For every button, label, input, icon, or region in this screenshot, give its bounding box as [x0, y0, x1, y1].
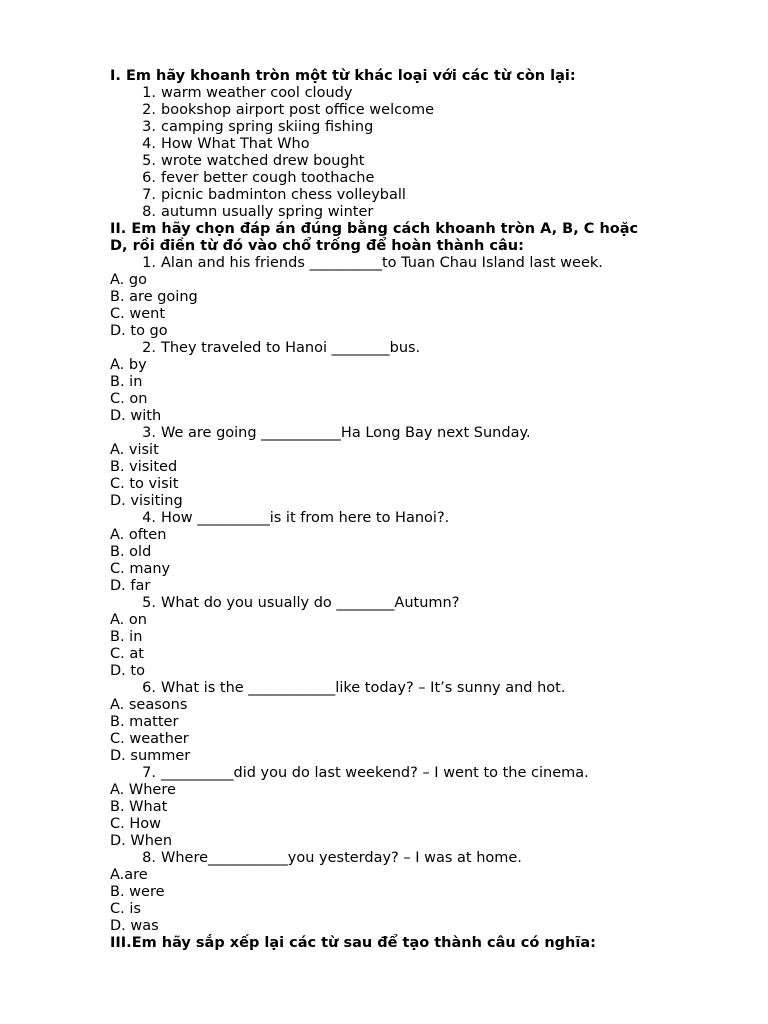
item-number: 5.: [142, 595, 156, 611]
question-item: [110, 425, 710, 442]
answer-option[interactable]: D. to go: [110, 323, 168, 339]
section2-list: [110, 255, 710, 935]
answer-option[interactable]: D. with: [110, 408, 162, 424]
item-text: bookshop airport post office welcome: [161, 102, 434, 118]
answer-option[interactable]: C. at: [110, 646, 144, 662]
answer-option[interactable]: B. What: [110, 799, 168, 815]
item-text: How __________is it from here to Hanoi?.: [161, 510, 450, 526]
item-text: wrote watched drew bought: [161, 153, 365, 169]
answer-option[interactable]: A. often: [110, 527, 167, 543]
answer-option[interactable]: D. far: [110, 578, 151, 594]
odd-one-out-item: [110, 187, 710, 204]
answer-option[interactable]: D. summer: [110, 748, 191, 764]
question-item: [110, 850, 710, 867]
answer-option[interactable]: A. visit: [110, 442, 159, 458]
item-number: 2.: [142, 102, 156, 118]
item-number: 7.: [142, 765, 156, 781]
answer-option[interactable]: B. are going: [110, 289, 198, 305]
answer-option[interactable]: A. go: [110, 272, 147, 288]
odd-one-out-item: [110, 102, 710, 119]
item-text: __________did you do last weekend? – I went to the cinema.: [161, 765, 589, 781]
answer-option[interactable]: C. How: [110, 816, 161, 832]
item-number: 8.: [142, 850, 156, 866]
answer-option[interactable]: B. in: [110, 629, 143, 645]
answer-option[interactable]: A. seasons: [110, 697, 188, 713]
item-text: autumn usually spring winter: [161, 204, 374, 220]
odd-one-out-item: [110, 153, 710, 170]
odd-one-out-item: [110, 85, 710, 102]
question-item: [110, 595, 710, 612]
item-number: 7.: [142, 187, 156, 203]
item-text: What do you usually do ________Autumn?: [161, 595, 460, 611]
answer-option[interactable]: B. matter: [110, 714, 179, 730]
answer-option[interactable]: C. many: [110, 561, 171, 577]
item-number: 6.: [142, 170, 156, 186]
answer-option[interactable]: D. When: [110, 833, 173, 849]
question-item: [110, 255, 710, 272]
item-number: 4.: [142, 136, 156, 152]
answer-option[interactable]: A. by: [110, 357, 147, 373]
answer-option[interactable]: B. old: [110, 544, 152, 560]
item-text: Alan and his friends __________to Tuan Chau Island last week.: [161, 255, 603, 271]
answer-option[interactable]: C. to visit: [110, 476, 179, 492]
item-text: Where___________you yesterday? – I was at home.: [161, 850, 522, 866]
item-number: 8.: [142, 204, 156, 220]
section1-heading: I. Em hãy khoanh tròn một từ khác loại với các từ còn lại:: [110, 68, 576, 84]
section1-list: [110, 85, 710, 221]
item-text: warm weather cool cloudy: [161, 85, 353, 101]
question-item: [110, 340, 710, 357]
answer-option[interactable]: B. in: [110, 374, 143, 390]
odd-one-out-item: [110, 170, 710, 187]
section3-heading: III.Em hãy sắp xếp lại các từ sau để tạo thành câu có nghĩa:: [110, 935, 596, 951]
question-item: [110, 680, 710, 697]
answer-option[interactable]: C. weather: [110, 731, 189, 747]
item-text: fever better cough toothache: [161, 170, 375, 186]
answer-option[interactable]: D. visiting: [110, 493, 183, 509]
section2-heading-line2: D, rồi điền từ đó vào chổ trống để hoàn thành câu:: [110, 238, 524, 254]
question-item: [110, 765, 710, 782]
answer-option[interactable]: A.are: [110, 867, 148, 883]
odd-one-out-item: [110, 136, 710, 153]
item-text: They traveled to Hanoi ________bus.: [161, 340, 421, 356]
answer-option[interactable]: C. went: [110, 306, 165, 322]
item-text: What is the ____________like today? – It’s sunny and hot.: [161, 680, 566, 696]
answer-option[interactable]: D. was: [110, 918, 159, 934]
question-item: [110, 510, 710, 527]
answer-option[interactable]: D. to: [110, 663, 145, 679]
item-number: 2.: [142, 340, 156, 356]
item-number: 3.: [142, 119, 156, 135]
item-number: 1.: [142, 255, 156, 271]
answer-option[interactable]: A. on: [110, 612, 147, 628]
answer-option[interactable]: A. Where: [110, 782, 176, 798]
item-text: picnic badminton chess volleyball: [161, 187, 406, 203]
item-number: 3.: [142, 425, 156, 441]
item-text: How What That Who: [161, 136, 310, 152]
item-text: camping spring skiing fishing: [161, 119, 374, 135]
item-text: We are going ___________Ha Long Bay next Sunday.: [161, 425, 531, 441]
item-number: 1.: [142, 85, 156, 101]
answer-option[interactable]: C. is: [110, 901, 141, 917]
answer-option[interactable]: C. on: [110, 391, 148, 407]
answer-option[interactable]: B. visited: [110, 459, 178, 475]
odd-one-out-item: [110, 204, 710, 221]
item-number: 4.: [142, 510, 156, 526]
item-number: 5.: [142, 153, 156, 169]
item-number: 6.: [142, 680, 156, 696]
document-content: [110, 68, 710, 952]
odd-one-out-item: [110, 119, 710, 136]
answer-option[interactable]: B. were: [110, 884, 165, 900]
section2-heading-line1: II. Em hãy chọn đáp án đúng bằng cách khoanh tròn A, B, C hoặc: [110, 221, 639, 237]
